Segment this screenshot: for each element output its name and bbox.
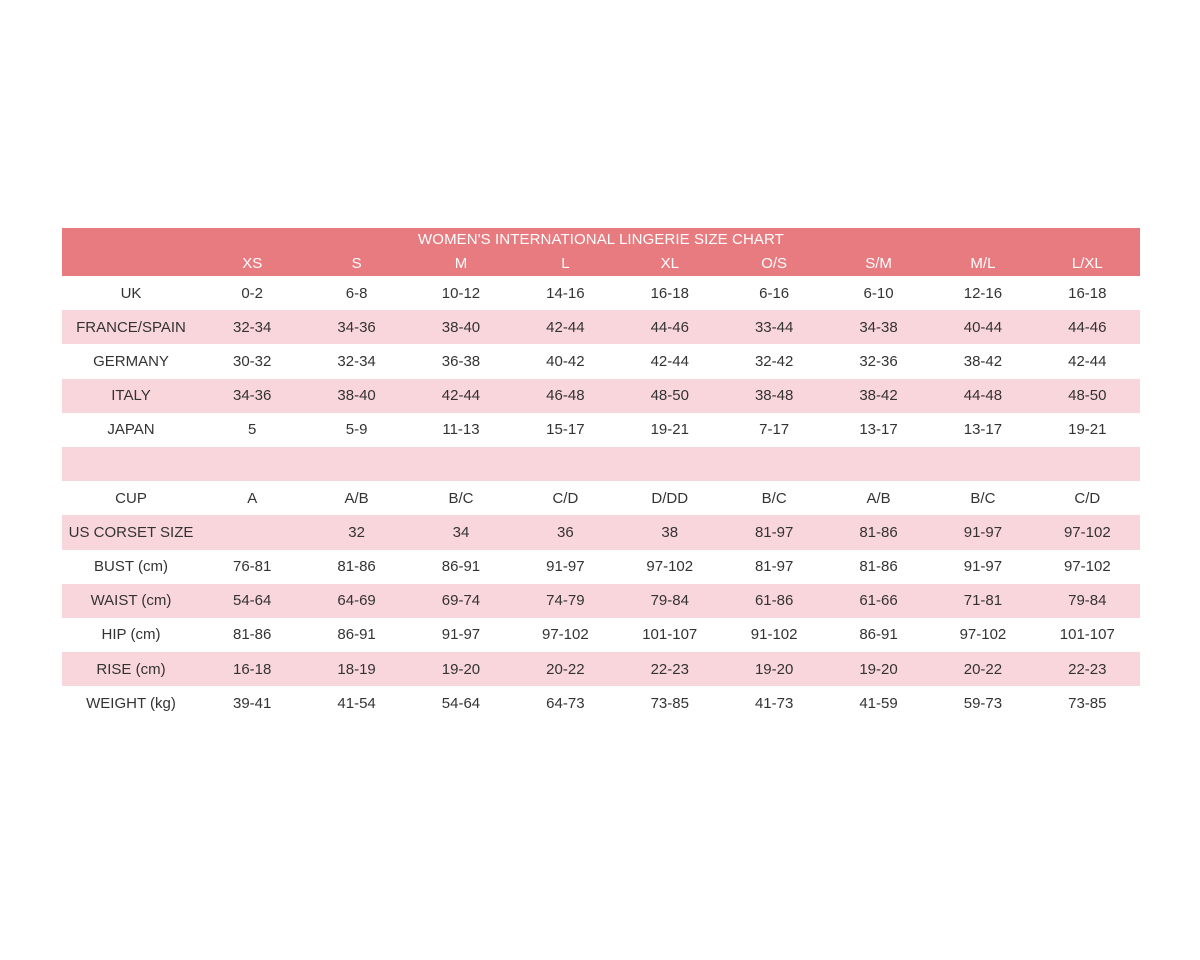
table-cell: 34 <box>452 523 470 541</box>
row-label: FRANCE/SPAIN <box>76 318 186 336</box>
table-row <box>62 686 1140 720</box>
table-cell: 64-73 <box>546 694 585 712</box>
row-label: ITALY <box>111 387 151 405</box>
table-cell: 48-50 <box>1068 387 1107 405</box>
table-cell: 101-107 <box>642 626 698 644</box>
size-header-cell: XL <box>660 255 679 272</box>
table-cell: 16-18 <box>650 284 689 302</box>
table-cell: 81-86 <box>233 626 272 644</box>
chart-title: WOMEN'S INTERNATIONAL LINGERIE SIZE CHART <box>418 231 784 248</box>
table-cell: 38-40 <box>337 387 376 405</box>
table-cell: 81-86 <box>337 558 376 576</box>
table-cell: 30-32 <box>233 352 272 370</box>
table-cell: 91-97 <box>963 523 1003 541</box>
table-cell: 91-97 <box>441 626 481 644</box>
table-cell: 97-102 <box>1063 523 1111 541</box>
table-row <box>62 447 1140 481</box>
table-cell: 38-40 <box>441 318 481 336</box>
size-header-cell: O/S <box>761 255 788 272</box>
row-label: RISE (cm) <box>96 660 166 678</box>
table-cell: 19-21 <box>1068 421 1107 439</box>
table-cell: C/D <box>552 489 579 507</box>
table-row <box>62 550 1140 584</box>
table-cell: 79-84 <box>650 592 689 610</box>
table-cell: 34-38 <box>859 318 898 336</box>
table-row <box>62 652 1140 686</box>
row-label: BUST (cm) <box>94 558 168 576</box>
table-cell: 33-44 <box>754 318 794 336</box>
table-cell: 61-66 <box>859 592 898 610</box>
table-cell: 73-85 <box>1068 694 1107 712</box>
table-cell: A <box>247 489 258 507</box>
row-label: HIP (cm) <box>101 626 161 644</box>
table-cell: B/C <box>448 489 474 507</box>
table-row <box>62 584 1140 618</box>
table-cell: 86-91 <box>337 626 376 644</box>
table-cell: 91-97 <box>963 558 1003 576</box>
table-cell: 5 <box>248 421 257 439</box>
table-cell: 40-44 <box>963 318 1003 336</box>
table-cell: 19-20 <box>754 660 794 678</box>
table-body <box>62 276 1140 720</box>
size-header-spacer <box>62 254 200 274</box>
table-cell: 79-84 <box>1068 592 1107 610</box>
table-cell: 36 <box>557 523 574 541</box>
table-cell: 91-97 <box>546 558 585 576</box>
table-cell: 42-44 <box>441 387 481 405</box>
size-header-cell: M <box>454 255 468 272</box>
table-cell: 44-46 <box>650 318 689 336</box>
row-label: US CORSET SIZE <box>68 523 194 541</box>
table-cell: 19-20 <box>441 660 481 678</box>
size-header-cell: M/L <box>970 255 996 272</box>
table-cell: B/C <box>970 489 996 507</box>
table-cell: 86-91 <box>441 558 481 576</box>
table-cell: B/C <box>761 489 787 507</box>
table-cell: 32-42 <box>754 352 794 370</box>
size-header-cell: L/XL <box>1071 255 1103 272</box>
table-cell: 42-44 <box>546 318 585 336</box>
table-cell: A/B <box>866 489 891 507</box>
table-row <box>62 515 1140 549</box>
table-cell: 32-34 <box>337 352 376 370</box>
table-cell: 14-16 <box>546 284 585 302</box>
row-label: WAIST (cm) <box>90 592 172 610</box>
table-cell: 10-12 <box>441 284 481 302</box>
table-cell: 97-102 <box>542 626 589 644</box>
table-cell: 18-19 <box>337 660 376 678</box>
table-cell: 13-17 <box>963 421 1003 439</box>
table-cell: 73-85 <box>650 694 689 712</box>
table-cell: 15-17 <box>546 421 585 439</box>
size-chart-table <box>62 228 1140 720</box>
table-cell: 32-36 <box>859 352 898 370</box>
table-cell: 19-21 <box>650 421 689 439</box>
table-cell: 32 <box>348 523 365 541</box>
table-cell: 11-13 <box>442 421 480 439</box>
table-cell: 42-44 <box>650 352 689 370</box>
table-cell: 81-97 <box>754 523 794 541</box>
table-cell: 44-46 <box>1068 318 1107 336</box>
table-cell: 86-91 <box>859 626 898 644</box>
row-label: CUP <box>115 489 147 507</box>
table-row <box>62 310 1140 344</box>
size-header-cell: L <box>561 255 570 272</box>
table-cell: 46-48 <box>546 387 585 405</box>
table-cell: 40-42 <box>546 352 585 370</box>
table-cell: 69-74 <box>441 592 481 610</box>
row-label: WEIGHT (kg) <box>86 694 176 712</box>
table-cell: 32-34 <box>233 318 272 336</box>
table-cell: 48-50 <box>650 387 689 405</box>
table-cell: 16-18 <box>233 660 272 678</box>
table-row <box>62 276 1140 310</box>
table-cell: 0-2 <box>241 284 264 302</box>
table-cell: 61-86 <box>754 592 794 610</box>
table-row <box>62 618 1140 652</box>
table-cell: 64-69 <box>337 592 376 610</box>
table-cell: 42-44 <box>1068 352 1107 370</box>
table-cell: 38-42 <box>859 387 898 405</box>
table-cell: 97-102 <box>646 558 694 576</box>
table-cell: 74-79 <box>546 592 585 610</box>
table-cell: 97-102 <box>1063 558 1111 576</box>
table-cell: 39-41 <box>233 694 272 712</box>
row-label: JAPAN <box>107 421 155 439</box>
table-row <box>62 379 1140 413</box>
table-cell: 101-107 <box>1059 626 1115 644</box>
table-row <box>62 481 1140 515</box>
table-cell: 5-9 <box>345 421 368 439</box>
table-cell: 81-86 <box>859 558 898 576</box>
table-cell: 36-38 <box>441 352 481 370</box>
table-cell: 34-36 <box>337 318 376 336</box>
table-cell: 16-18 <box>1068 284 1107 302</box>
table-cell: 20-22 <box>546 660 585 678</box>
table-cell: 22-23 <box>1068 660 1107 678</box>
table-cell: 7-17 <box>759 421 790 439</box>
size-header-row <box>62 254 1140 274</box>
table-cell: A/B <box>344 489 369 507</box>
table-cell: 41-59 <box>859 694 898 712</box>
table-cell: 6-16 <box>759 284 790 302</box>
size-header-cell: S <box>351 255 362 272</box>
table-cell: 13-17 <box>859 421 898 439</box>
table-cell: C/D <box>1074 489 1101 507</box>
table-cell: 81-86 <box>859 523 898 541</box>
row-label: GERMANY <box>93 352 169 370</box>
table-cell: 22-23 <box>650 660 689 678</box>
row-label: UK <box>120 284 142 302</box>
table-cell: 6-8 <box>345 284 368 302</box>
size-header-cell: XS <box>242 255 263 272</box>
table-row <box>62 344 1140 378</box>
table-cell: D/DD <box>651 489 689 507</box>
table-header <box>62 228 1140 276</box>
table-cell: 6-10 <box>863 284 894 302</box>
table-cell: 38 <box>661 523 679 541</box>
table-cell: 76-81 <box>233 558 272 576</box>
table-cell: 41-54 <box>337 694 376 712</box>
table-cell: 12-16 <box>963 284 1003 302</box>
size-header-cell: S/M <box>865 255 892 272</box>
table-cell: 20-22 <box>963 660 1003 678</box>
table-cell: 71-81 <box>963 592 1003 610</box>
table-cell: 54-64 <box>233 592 272 610</box>
table-cell: 38-42 <box>963 352 1003 370</box>
table-cell: 44-48 <box>963 387 1003 405</box>
table-cell: 81-97 <box>754 558 794 576</box>
table-cell: 38-48 <box>754 387 794 405</box>
table-cell: 19-20 <box>859 660 898 678</box>
table-cell: 54-64 <box>441 694 481 712</box>
table-cell: 34-36 <box>233 387 272 405</box>
table-cell: 97-102 <box>959 626 1007 644</box>
table-cell: 91-102 <box>750 626 798 644</box>
table-row <box>62 413 1140 447</box>
table-cell: 59-73 <box>963 694 1003 712</box>
table-cell: 41-73 <box>754 694 794 712</box>
